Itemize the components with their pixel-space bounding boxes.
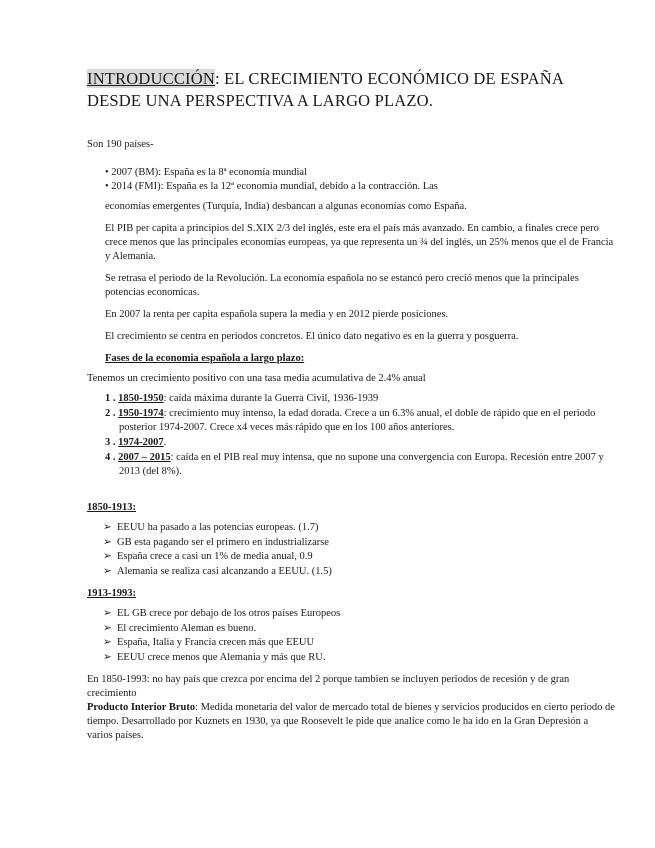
phase-number: 1 [105,393,111,404]
arrow-bullet-icon: ➢ [103,622,112,634]
arrow-bullet-icon: ➢ [103,637,112,648]
phase-text: . [163,437,167,448]
period-heading-1913-1993: 1913-1993: [87,588,136,599]
phase-item: 2 . 1950-1974: crecimiento muy intenso, la edad dorada. Crece a un 6.3% anual, el doble de rápido que en el periodo posterior 1974-2007. Crece x4 veces más rápido que en los 100 años anteriores. [105,408,596,433]
phase-item: 3 . 1974-2007. [105,437,167,448]
paragraph: El crecimiento se centra en periodos concretos. El único dato negativo es en la guerra y posguerra. [105,331,519,342]
arrow-bullet-icon: ➢ [103,608,112,619]
phase-period: 1850-1950 [118,393,164,404]
arrow-bullet-icon: ➢ [103,522,112,533]
list-item: ➢ EEUU crece menos que Alemania y más que RU. [103,651,615,666]
bullet-item: • 2014 (FMI): España es la 12ª economía mundial, debido a la contracción. Las [105,181,438,192]
bullet-item: • 2007 (BM): España es la 8ª economía mundial [105,167,307,178]
pib-definition [87,701,615,743]
phases-list [105,392,615,479]
phase-period: 2007 – 2015 [118,452,171,463]
phase-period: 1974-2007 [118,437,164,448]
intro-line: Son 190 países- [87,139,154,150]
list-item: ➢ El crecimiento Aleman es bueno. [103,622,615,637]
list-item: ➢ Alemania se realiza casi alcanzando a EEUU. (1.5) [103,565,615,580]
title-highlight: INTRODUCCIÓN [87,69,215,88]
phase-text: : crecimiento muy intenso, la edad dorada. Crece a un 6.3% anual, el doble de rápido que en el periodo posterior 1974-2007. Crece x4 veces más rápido que en los 100 años anteriores. [119,408,596,433]
bullet-continuation: economías emergentes (Turquía, India) desbancan a algunas economías como España. [105,201,467,212]
list-item: ➢ EL GB crece por debajo de los otros países Europeos [103,607,615,622]
paragraph: Se retrasa el periodo de la Revolución. La economía española no se estancó pero creció menos que la principales potencias economicas. [105,273,579,298]
definition-text: : Medida monetaria del valor de mercado total de bienes y servicios producidos en cierto periodo de tiempo. Desarrollado por Kuznets en 1930, ya que Roosevelt le pide que analice como le ha ido en la Gran Depresión a varios países. [87,702,615,741]
arrow-bullet-icon: ➢ [103,565,112,577]
phase-number: 2 [105,408,111,419]
phase-number: 3 [105,437,111,448]
arrow-bullet-icon: ➢ [103,551,112,562]
list-item: ➢ EEUU ha pasado a las potencias europeas. (1.7) [103,521,615,536]
list-item: ➢ España, Italia y Francia crecen más que EEUU [103,636,615,651]
final-note: En 1850-1993: no hay país que crezca por encima del 2 porque tambien se incluyen periodos de recesión y de gran crecimiento [87,674,570,699]
paragraph: El PIB per capita a principios del S.XIX 2/3 del inglés, este era el país más avanzado. En cambio, a finales crece pero crece menos que las principales economías europeas, ya que representa un ¾ del inglés, un 25% menos que el de Francia y Alemania. [105,223,614,262]
definition-term: Producto Interior Bruto [87,702,196,713]
list-item: ➢ GB esta pagando ser el primero en industrializarse [103,536,615,551]
period-1850-1913-list [103,521,615,579]
ranking-bullets [105,166,615,194]
paragraph: En 2007 la renta per capita española supera la media y en 2012 pierde posiciones. [105,309,449,320]
phases-heading: Fases de la economia española a largo plazo: [105,353,305,364]
period-1913-1993-list [103,607,615,665]
arrow-bullet-icon: ➢ [103,536,112,548]
arrow-bullet-icon: ➢ [103,651,112,663]
period-heading-1850-1913: 1850-1913: [87,502,136,513]
document-title [87,68,615,112]
list-item: ➢ España crece a casi un 1% de media anual, 0.9 [103,550,615,565]
title-rest: : EL CRECIMIENTO ECONÓMICO DE ESPAÑA DESDE UNA PERSPECTIVA A LARGO PLAZO. [87,69,564,110]
phase-item: 4 . 2007 – 2015: caída en el PIB real muy intensa, que no supone una convergencia con Europa. Recesión entre 2007 y 2013 (del 8%). [105,452,604,477]
phase-item: 1 . 1850-1950: caída máxima durante la Guerra Civil, 1936-1939 [105,393,379,404]
phase-text: : caída máxima durante la Guerra Civil, 1936-1939 [163,393,379,404]
phase-text: : caída en el PIB real muy intensa, que no supone una convergencia con Europa. Recesión entre 2007 y 2013 (del 8%). [119,452,604,477]
phases-lead: Tenemos un crecimiento positivo con una tasa media acumulativa de 2.4% anual [87,373,426,384]
phase-number: 4 [105,452,111,463]
phase-period: 1950-1974 [118,408,164,419]
